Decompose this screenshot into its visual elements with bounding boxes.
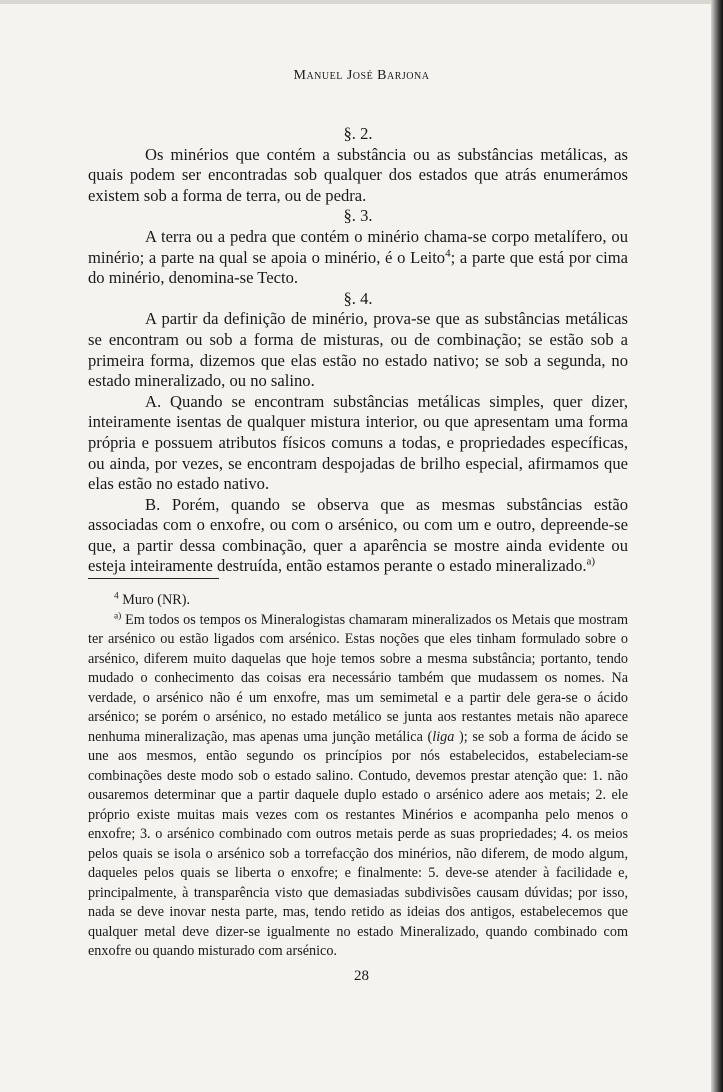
footnote-ref: a) — [586, 555, 596, 568]
paragraph-text: ; a parte que está por cima do minério, denomina-se Tecto. — [88, 247, 628, 288]
running-head: Manuel José Barjona — [293, 68, 430, 83]
scan-right-edge — [711, 0, 723, 1092]
footnote-mark: 4 — [114, 591, 119, 602]
page-number: 28 — [354, 968, 369, 984]
footnote — [88, 611, 628, 962]
section-heading-3: §. 3. — [343, 206, 373, 226]
footnote-rule — [88, 578, 219, 579]
footnote-text: ); se sob a forma de ácido se une aos mesmos, então segundo os princípios por nós estabelecidos, estabeleciam-se combinações deste modo sob o estado salino. Contudo, devemos prestar atenção que: 1. não ousaremos determinar que a partir daquele duplo estado o arsénico adere aos metais; 2. ele próprio existe muitas mais vezes com os restantes Minérios e acompanha pelo menos o enxofre; 3. o arsénico combinado com outros metais perde as suas propriedades; 4. os meios pelos quais se isola o arsénico sob a torrefacção dos minérios, não diferem, de modo algum, daqueles pelos quais se liberta o enxofre; e finalmente: 5. deve-se atender à facilidade e, principalmente, à transparência visto que demasiadas subdivisões causam dúvidas; por isso, nada se deve inovar nesta parte, mas, tendo retido as ideias dos antigos, estabelecemos que qualquer metal deve dizer-se igualmente no estado Mineralizado, quando combinado com enxofre ou quando misturado com arsénico. — [88, 728, 628, 959]
paragraph: A. Quando se encontram substâncias metálicas simples, quer dizer, inteiramente isentas de qualquer mistura interior, ou que apresentam uma forma própria e possuem atributos físicos comuns a todas, e propriedades específicas, ou ainda, por vezes, se encontram despojadas de brilho especial, afirmamos que elas estão no estado nativo. — [88, 391, 628, 494]
footnote — [88, 591, 628, 611]
footnotes — [88, 578, 628, 962]
footnote-text: Em todos os tempos os Mineralogistas chamaram mineralizados os Metais que mostram ter arsénico ou estão ligados com arsénico. Estas noções que eles tinham formulado sobre o arsénico, diferem muito daquelas que hoje temos sobre a mesma substância; portanto, tendo mudado o conhecimento das coisas era necessário também que mudassem os nomes. Na verdade, o arsénico não é um enxofre, mas um semimetal e a partir dele gera-se o ácido arsénico; se porém o arsénico, no estado metálico se junta aos restantes metais não aparece nenhuma mineralização, mas apenas uma junção metálica ( — [88, 611, 628, 745]
paragraph-text: A terra ou a pedra que contém o minério chama-se corpo metalífero, ou minério; a parte na qual se apoia o minério, é o Leito — [88, 226, 628, 267]
section-heading-4: §. 4. — [343, 288, 373, 308]
footnote-text: Muro (NR). — [118, 592, 191, 608]
footnote-mark: a) — [114, 610, 122, 621]
paragraph — [88, 227, 628, 289]
footnote-ref: 4 — [445, 247, 451, 260]
main-text — [88, 124, 628, 577]
paragraph-text: B. Porém, quando se observa que as mesmas substâncias estão associadas com o enxofre, ou com o arsénico, ou com um e outro, depreende-se que, a partir dessa combinação, quer a aparência se mostre ainda evidente ou esteja inteiramente destruída, então estamos perante o estado mineralizado. — [88, 494, 628, 576]
paragraph: A partir da definição de minério, prova-se que as substâncias metálicas se encontram ou sob a forma de misturas, ou de combinação; se estão sob a primeira forma, dizemos que elas estão no estado nativo; se sob a segunda, no estado mineralizado, ou no salino. — [88, 309, 628, 391]
paragraph: Os minérios que contém a substância ou as substâncias metálicas, as quais podem ser encontradas sob qualquer dos estados que atrás enumerámos existem sob a forma de terra, ou de pedra. — [88, 144, 628, 205]
section-heading-2: §. 2. — [343, 124, 373, 143]
footnote-italic: liga — [432, 728, 455, 745]
paragraph — [88, 495, 628, 577]
scan-top-edge — [0, 0, 723, 4]
